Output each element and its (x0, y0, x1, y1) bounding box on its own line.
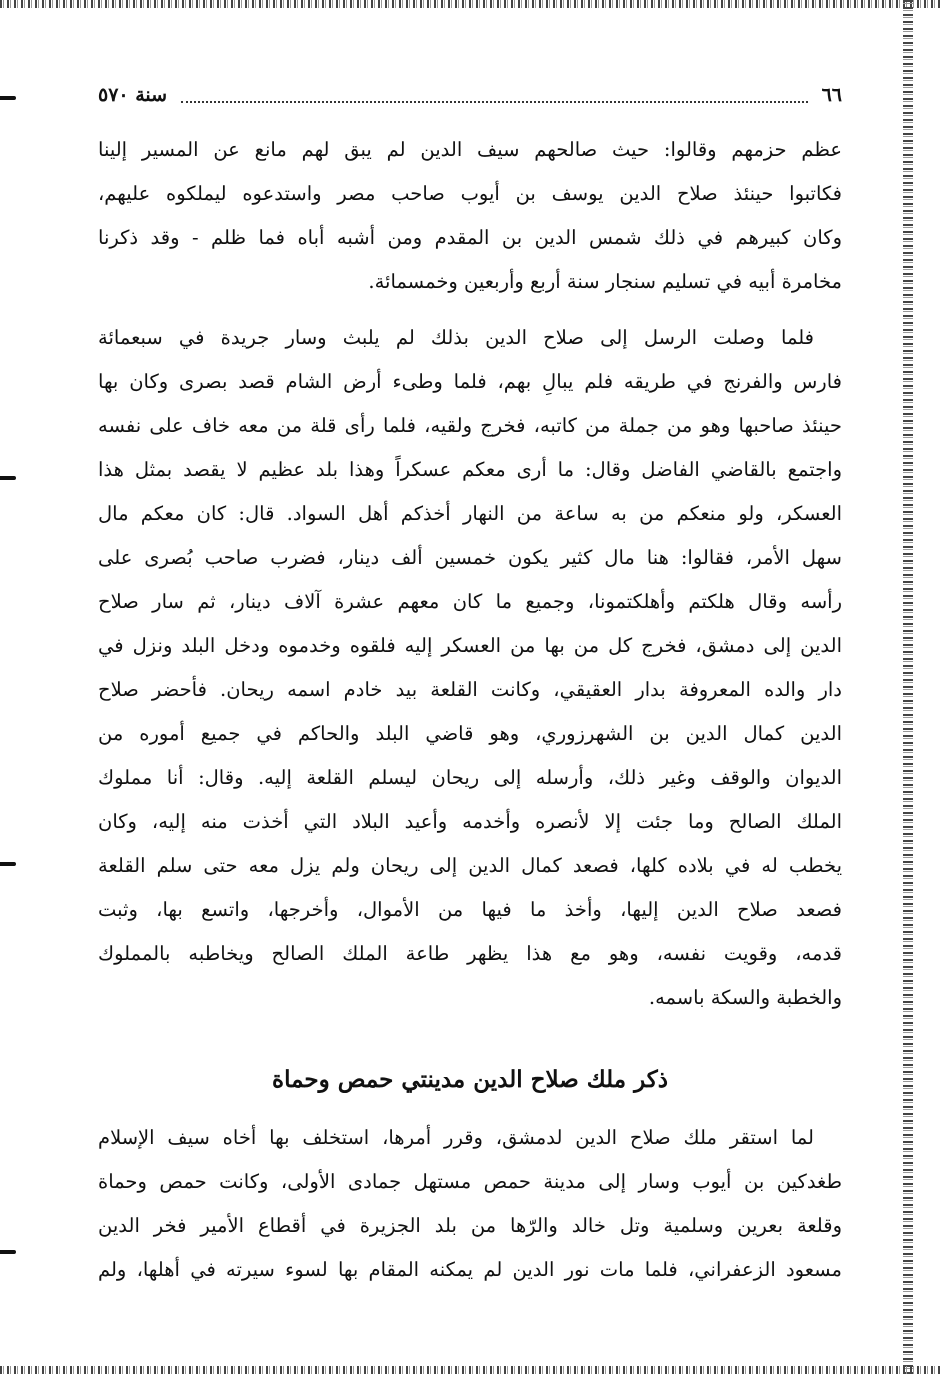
text-line: دار والده المعروفة بدار العقيقي، وكانت القلعة بيد خادم اسمه ريحان. فأحضر صلاح (98, 678, 842, 701)
margin-mark (0, 96, 16, 100)
text-line: فارس والفرنج في طريقه فلم يبالِ بهم، فلما وطىء أرض الشام قصد بصرى وكان بها (98, 370, 842, 393)
text-line: قدمه، وقويت نفسه، وهو مع هذا يظهر طاعة الملك الصالح ويخاطبه بالمملوك (98, 942, 842, 965)
text-line: فصعد صلاح الدين إليها، وأخذ ما فيها من الأموال، وأخرجها، واتسع بها، وثبت (98, 898, 842, 921)
text-line: الدين كمال الدين بن الشهرزوري، وهو قاضي البلد والحاكم في جميع أموره من (98, 722, 842, 745)
text-line: سهل الأمر، فقالوا: هنا مال كثير يكون خمسين ألف دينار، فضرب صاحب بُصرى على (98, 546, 842, 569)
text-line: فكاتبوا حينئذ صلاح الدين يوسف بن أيوب صاحب مصر واستدعوه ليملكوه عليهم، (98, 182, 842, 205)
text-line: لما استقر ملك صلاح الدين لدمشق، وقرر أمرها، استخلف بها أخاه سيف الإسلام (98, 1126, 814, 1149)
text-line: طغدكين بن أيوب وسار إلى مدينة حمص مستهل جمادى الأولى، وكانت حمص وحماة (98, 1170, 842, 1193)
text-line: مسعود الزعفراني، فلما مات نور الدين لم يمكنه المقام بها لسوء سيرته في أهلها، ولم (98, 1258, 842, 1281)
page-border-bottom (0, 1366, 941, 1374)
running-header (98, 80, 842, 110)
margin-mark (0, 1250, 16, 1254)
year-label: سنة ٥٧٠ (98, 84, 168, 106)
page-border-right (903, 0, 913, 1374)
paragraph-3 (98, 1116, 842, 1292)
section-heading: ذكر ملك صلاح الدين مدينتي حمص وحماة (272, 1066, 668, 1093)
page-number: ٦٦ (821, 84, 842, 106)
page-border-top (0, 0, 941, 8)
text-line: الملك الصالح وما جئت إلا لأنصره وأخدمه وأعيد البلاد التي أخذت منه إليه، وكان (98, 810, 842, 833)
margin-mark (0, 862, 16, 866)
text-line: عظم حزمهم وقالوا: حيث صالحهم سيف الدين لم يبق لهم مانع عن المسير إلينا (98, 138, 842, 161)
text-line: يخطب له في بلاده كلها، فصعد كمال الدين إلى ريحان ولم يزل معه حتى سلم القلعة (98, 854, 842, 877)
text-line: مخامرة أبيه في تسليم سنجار سنة أربع وأربعين وخمسمائة. (368, 270, 842, 293)
text-line: العسكر، ولو منعكم من به ساعة من النهار أخذكم أهل السواد. قال: كان معكم مال (98, 502, 842, 525)
text-line: رأسه وقال هلكتم وأهلكتمونا، وجميع ما كان معهم عشرة آلاف دينار، ثم سار صلاح (98, 590, 842, 613)
text-line: وكان كبيرهم في ذلك شمس الدين بن المقدم ومن أشبه أباه فما ظلم - وقد ذكرنا (98, 226, 842, 249)
text-line: واجتمع بالقاضي الفاضل وقال: ما أرى معكم عسكراً وهذا بلد عظيم لا يقصد بمثل هذا (98, 458, 842, 481)
text-line: والخطبة والسكة باسمه. (648, 986, 842, 1009)
text-line: فلما وصلت الرسل إلى صلاح الدين بذلك لم يلبث وسار جريدة في سبعمائة (98, 326, 814, 349)
text-line: حينئذ صاحبها وهو من جملة من كاتبه، فخرج ولقيه، فلما رأى قلة من معه خاف على نفسه (98, 414, 842, 437)
text-line: وقلعة بعرين وسلمية وتل خالد والرّها من بلد الجزيرة في أقطاع الأمير فخر الدين (98, 1214, 842, 1237)
paragraph-1 (98, 128, 842, 304)
paragraph-2 (98, 316, 842, 1020)
text-line: الديوان والوقف وغير ذلك، وأرسله إلى ريحان ليسلم القلعة إليه. وقال: أنا مملوك (98, 766, 842, 789)
margin-mark (0, 476, 16, 480)
text-line: الدين إلى دمشق، فخرج كل من بها من العسكر إليه فلقوه وخدموه ودخل البلد ونزل في (98, 634, 842, 657)
header-dotted-leader (181, 97, 807, 103)
